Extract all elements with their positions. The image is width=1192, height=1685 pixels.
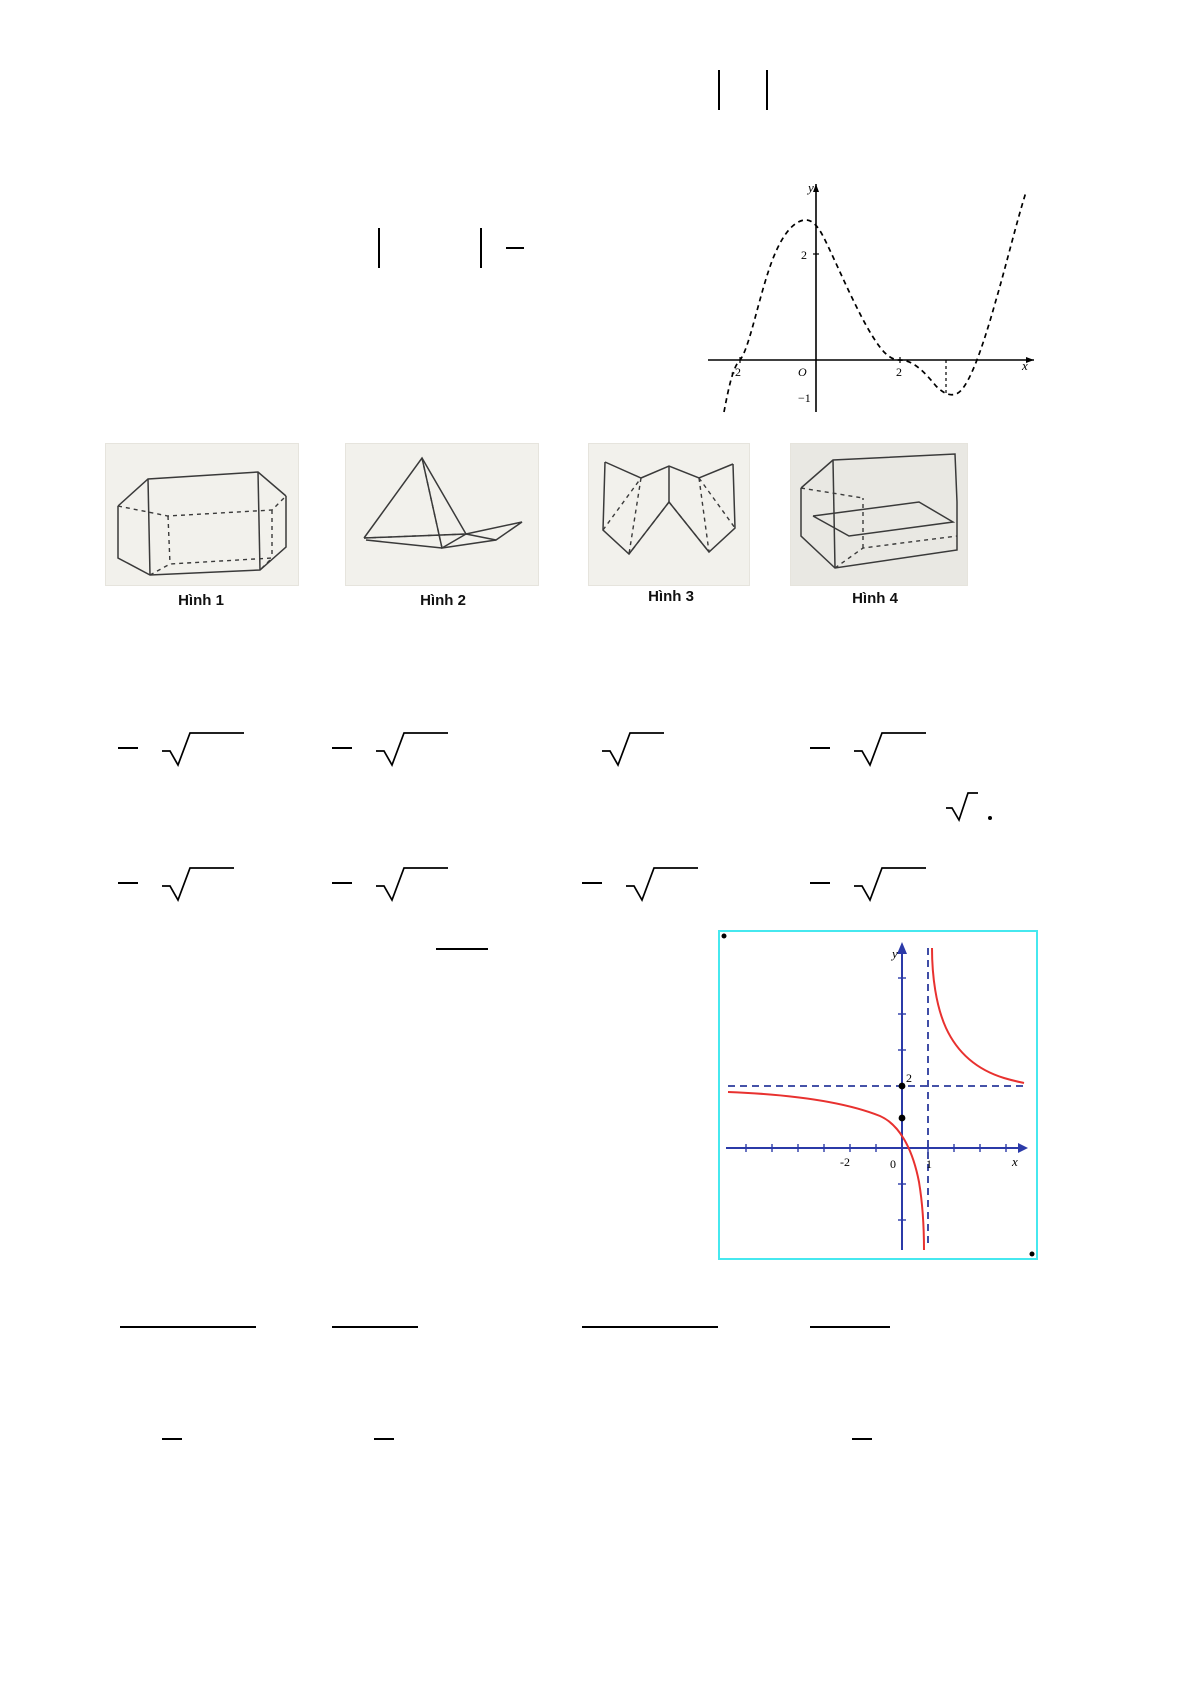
fig4-hidden-top — [801, 488, 863, 498]
square-root-icon — [852, 864, 928, 904]
radical-row-1 — [110, 725, 1010, 773]
fig1-hidden-vert — [168, 516, 170, 564]
fraction-bar-2 — [332, 1326, 418, 1328]
minus-sign — [506, 247, 524, 249]
y-axis-arrow — [897, 942, 907, 954]
hyperbola-function-graph — [718, 930, 1038, 1260]
fig1-edge-right-vert — [258, 472, 260, 570]
figure-2-image — [345, 443, 539, 586]
fig2-left-tetra — [364, 458, 466, 538]
minus-sign — [332, 747, 352, 749]
corner-dot-topleft — [722, 934, 727, 939]
figure-4-image — [790, 443, 968, 586]
fraction-bar-small — [436, 948, 488, 950]
square-root-icon — [852, 729, 928, 769]
fig3-hidden-1 — [603, 478, 641, 530]
fraction-bar-3 — [582, 1326, 718, 1328]
minus-row-bottom — [110, 1432, 1010, 1452]
minus-sign — [810, 747, 830, 749]
minus-sign — [332, 882, 352, 884]
figure-3-image — [588, 443, 750, 586]
fig1-edge-left-vert — [148, 479, 150, 575]
point-0-1 — [899, 1115, 906, 1122]
fig1-outline-top — [118, 472, 286, 506]
radical-row-2 — [110, 860, 1010, 908]
y-tick-label-2: 2 — [906, 1071, 912, 1085]
fig3-hidden-2 — [629, 478, 641, 554]
square-root-icon — [600, 729, 666, 769]
minus-sign — [118, 882, 138, 884]
figure-1-image — [105, 443, 299, 586]
x-tick-label-neg2: -2 — [840, 1155, 850, 1169]
cubic-curve — [724, 192, 1026, 412]
hyperbola-right-branch — [932, 948, 1024, 1083]
fraction-bar-4 — [810, 1326, 890, 1328]
fraction-bar-1 — [120, 1326, 256, 1328]
square-root-icon — [160, 729, 246, 769]
y-tick-label-2: 2 — [801, 248, 807, 262]
minus-sign — [118, 747, 138, 749]
square-root-icon — [374, 729, 450, 769]
figure-3-caption: Hình 3 — [648, 588, 694, 605]
fig2-right-edge — [466, 534, 496, 540]
square-root-icon — [944, 790, 980, 824]
origin-label: O — [798, 365, 807, 379]
minus-sign — [810, 882, 830, 884]
figure-4-caption: Hình 4 — [852, 590, 898, 607]
cubic-function-graph — [700, 170, 1040, 420]
abs-bar-right — [480, 228, 482, 268]
fig4-outline-top — [801, 454, 957, 502]
origin-label: 0 — [890, 1157, 896, 1171]
corner-dot-bottomright — [1030, 1252, 1035, 1257]
period-mark — [988, 816, 992, 820]
y-tick-label-neg1: −1 — [798, 391, 811, 405]
radical-dot-expression — [944, 790, 1014, 830]
x-tick-label-2: 2 — [896, 365, 902, 379]
minus-sign-3 — [852, 1438, 872, 1440]
abs-bars-top — [718, 70, 778, 110]
figure-1-caption: Hình 1 — [178, 592, 224, 609]
x-axis-arrow — [1018, 1143, 1028, 1153]
minus-sign-2 — [374, 1438, 394, 1440]
fig1-outline-front — [118, 496, 286, 575]
y-axis-label: y — [808, 180, 814, 195]
fig2-bottom-edge — [366, 540, 442, 548]
point-0-2 — [899, 1083, 906, 1090]
hyperbola-left-branch — [728, 1092, 924, 1250]
abs-bars-second — [378, 228, 528, 270]
x-axis-label: x — [1022, 358, 1028, 373]
minus-sign — [582, 882, 602, 884]
y-axis-label: y — [892, 946, 898, 961]
square-root-icon — [160, 864, 236, 904]
square-root-icon — [624, 864, 700, 904]
abs-bar-left — [378, 228, 380, 268]
fig4-outline-front — [801, 488, 957, 568]
minus-sign-1 — [162, 1438, 182, 1440]
x-tick-label-neg2: -2 — [731, 365, 741, 379]
x-axis-label: x — [1012, 1154, 1018, 1169]
square-root-icon — [374, 864, 450, 904]
figure-2-caption: Hình 2 — [420, 592, 466, 609]
y-axis-arrow — [813, 184, 819, 192]
abs-bar-left — [718, 70, 720, 110]
abs-bar-right — [766, 70, 768, 110]
x-tick-label-1: 1 — [926, 1157, 932, 1171]
fraction-bar-row — [110, 1320, 1010, 1340]
fig1-hidden-top — [118, 496, 286, 516]
